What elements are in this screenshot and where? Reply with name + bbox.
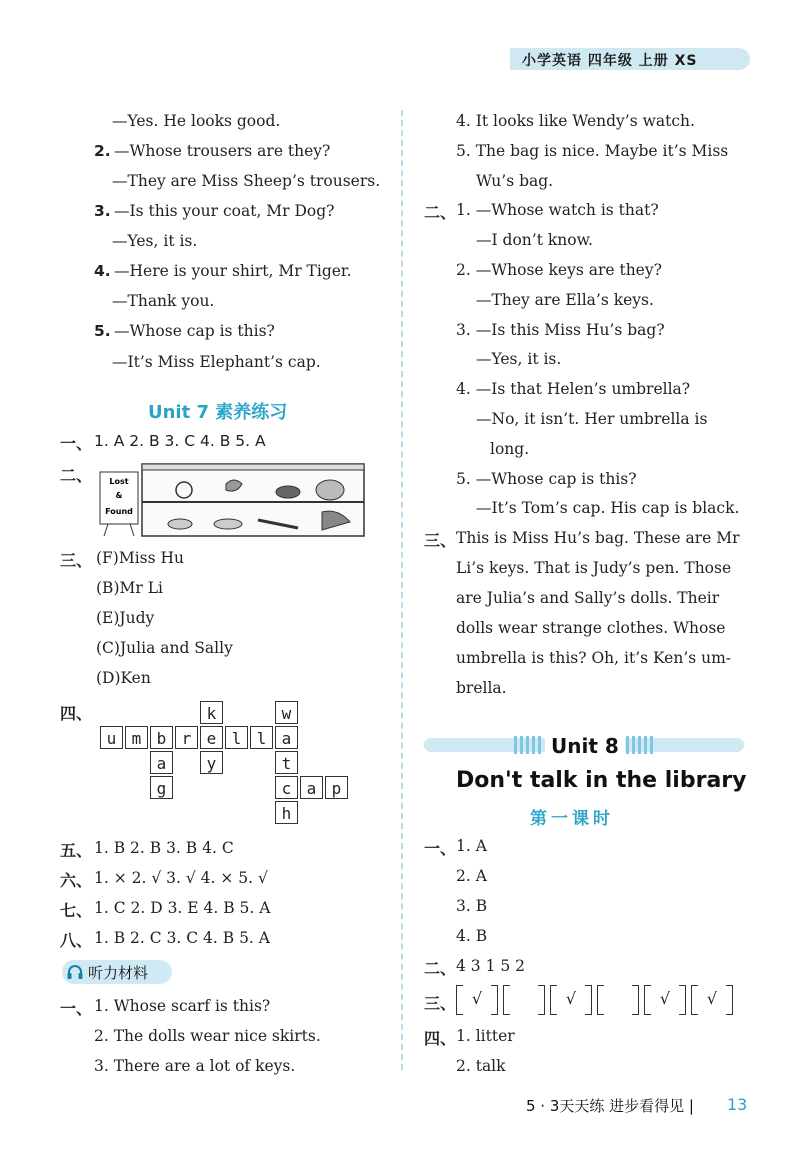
answer-line: —I don’t know. bbox=[476, 231, 593, 249]
answer-line: —Is this your coat, Mr Dog? bbox=[114, 202, 335, 220]
unit7-title: Unit 7 素养练习 bbox=[148, 402, 288, 423]
answer-line: —They are Ella’s keys. bbox=[476, 291, 654, 309]
item-number: 3. bbox=[94, 202, 111, 220]
answer-item: 2. talk bbox=[456, 1057, 506, 1075]
section-mark: 七、 bbox=[60, 901, 93, 920]
answer-line: 2. —Whose keys are they? bbox=[456, 261, 662, 279]
item-number: 4. bbox=[94, 262, 111, 280]
crossword-cell: w bbox=[275, 701, 298, 724]
headphones-icon bbox=[66, 964, 84, 980]
answer-line: —Thank you. bbox=[112, 292, 215, 310]
section-mark: 三、 bbox=[60, 551, 93, 570]
answer-line: —Yes. He looks good. bbox=[112, 112, 281, 130]
listening-item: 2. The dolls wear nice skirts. bbox=[94, 1027, 321, 1045]
listening-item: 1. Whose scarf is this? bbox=[94, 997, 271, 1015]
match-item: (C)Julia and Sally bbox=[96, 639, 233, 657]
answers-row: 1. A 2. B 3. C 4. B 5. A bbox=[94, 432, 266, 450]
crossword-cell: p bbox=[325, 776, 348, 799]
check-box bbox=[597, 985, 639, 1013]
answer-line: —They are Miss Sheep’s trousers. bbox=[112, 172, 381, 190]
answer-line: —Yes, it is. bbox=[476, 350, 562, 368]
crossword-cell: r bbox=[175, 726, 198, 749]
answer-line: —No, it isn’t. Her umbrella is bbox=[476, 410, 708, 428]
answers-row: 1. B 2. B 3. B 4. C bbox=[94, 839, 234, 857]
crossword-cell: h bbox=[275, 801, 298, 824]
page-number: 13 bbox=[727, 1095, 748, 1114]
answer-line: 1. —Whose watch is that? bbox=[456, 201, 659, 219]
crossword-cell: e bbox=[200, 726, 223, 749]
crossword-cell: l bbox=[225, 726, 248, 749]
answer-line: —It’s Tom’s cap. His cap is black. bbox=[476, 499, 740, 517]
passage-line: are Julia’s and Sally’s dolls. Their bbox=[456, 589, 720, 607]
answer-line: long. bbox=[490, 440, 530, 458]
answer-item: 1. litter bbox=[456, 1027, 515, 1045]
answer-line: —Whose trousers are they? bbox=[114, 142, 331, 160]
crossword-cell: y bbox=[200, 751, 223, 774]
answers-row: 1. B 2. C 3. C 4. B 5. A bbox=[94, 929, 270, 947]
section-mark: 三、 bbox=[424, 994, 457, 1013]
crossword-cell: a bbox=[300, 776, 323, 799]
crossword-cell: t bbox=[275, 751, 298, 774]
section-mark: 四、 bbox=[60, 704, 93, 723]
unit8-label: Unit 8 bbox=[545, 734, 625, 758]
answer-line: 3. —Is this Miss Hu’s bag? bbox=[456, 321, 665, 339]
answer-item: 4. B bbox=[456, 927, 488, 945]
unit8-title: Don't talk in the library bbox=[456, 768, 747, 793]
listening-item: 3. There are a lot of keys. bbox=[94, 1057, 296, 1075]
sign-text: & bbox=[115, 491, 123, 500]
passage-line: dolls wear strange clothes. Whose bbox=[456, 619, 726, 637]
section-mark: 六、 bbox=[60, 871, 93, 890]
column-divider bbox=[401, 110, 403, 1070]
crossword-cell: a bbox=[275, 726, 298, 749]
crossword-cell: u bbox=[100, 726, 123, 749]
match-item: (F)Miss Hu bbox=[96, 549, 185, 567]
sign-text: Lost bbox=[109, 477, 129, 486]
passage-line: brella. bbox=[456, 679, 507, 697]
section-mark: 一、 bbox=[60, 999, 93, 1018]
crossword-cell: m bbox=[125, 726, 148, 749]
answer-line: 5. —Whose cap is this? bbox=[456, 470, 637, 488]
crossword-cell: l bbox=[250, 726, 273, 749]
passage-line: umbrella is this? Oh, it’s Ken’s um- bbox=[456, 649, 732, 667]
crossword-cell: b bbox=[150, 726, 173, 749]
section-mark: 一、 bbox=[424, 839, 457, 858]
section-mark: 三、 bbox=[424, 531, 457, 550]
answer-line: —Whose cap is this? bbox=[114, 322, 275, 340]
section-mark: 二、 bbox=[424, 203, 457, 222]
crossword-cell: c bbox=[275, 776, 298, 799]
lost-and-found-shelf-image bbox=[98, 462, 366, 538]
answer-line: Wu’s bag. bbox=[476, 172, 554, 190]
item-number: 5. bbox=[94, 322, 111, 340]
lesson-subtitle: 第一课时 bbox=[530, 809, 614, 829]
passage-line: Li’s keys. That is Judy’s pen. Those bbox=[456, 559, 732, 577]
answer-item: 3. B bbox=[456, 897, 488, 915]
check-box: √ bbox=[550, 985, 592, 1013]
section-mark: 一、 bbox=[60, 434, 93, 453]
section-mark: 五、 bbox=[60, 841, 93, 860]
check-box: √ bbox=[644, 985, 686, 1013]
footer-text: 5 · 3天天练 进步看得见 | bbox=[526, 1097, 694, 1115]
crossword-cell: k bbox=[200, 701, 223, 724]
answer-line: 4. —Is that Helen’s umbrella? bbox=[456, 380, 691, 398]
order-answers: 4 3 1 5 2 bbox=[456, 957, 526, 975]
answer-line: 5. The bag is nice. Maybe it’s Miss bbox=[456, 142, 729, 160]
answers-row: 1. C 2. D 3. E 4. B 5. A bbox=[94, 899, 271, 917]
answer-item: 1. A bbox=[456, 837, 487, 855]
crossword-cell: a bbox=[150, 751, 173, 774]
match-item: (E)Judy bbox=[96, 609, 155, 627]
answer-line: —Here is your shirt, Mr Tiger. bbox=[114, 262, 352, 280]
sign-text: Found bbox=[105, 507, 133, 516]
section-mark: 八、 bbox=[60, 931, 93, 950]
answer-line: 4. It looks like Wendy’s watch. bbox=[456, 112, 695, 130]
header-text: 小学英语 四年级 上册 XS bbox=[522, 53, 698, 69]
answers-row: 1. × 2. √ 3. √ 4. × 5. √ bbox=[94, 869, 268, 887]
crossword-cell: g bbox=[150, 776, 173, 799]
listening-label: 听力材料 bbox=[88, 964, 149, 982]
match-item: (B)Mr Li bbox=[96, 579, 163, 597]
answer-line: —It’s Miss Elephant’s cap. bbox=[112, 353, 321, 371]
section-mark: 二、 bbox=[424, 959, 457, 978]
check-box: √ bbox=[691, 985, 733, 1013]
check-box: √ bbox=[456, 985, 498, 1013]
item-number: 2. bbox=[94, 142, 111, 160]
match-item: (D)Ken bbox=[96, 669, 151, 687]
check-box bbox=[503, 985, 545, 1013]
section-mark: 二、 bbox=[60, 466, 93, 485]
section-mark: 四、 bbox=[424, 1029, 457, 1048]
answer-line: —Yes, it is. bbox=[112, 232, 198, 250]
answer-item: 2. A bbox=[456, 867, 487, 885]
passage-line: This is Miss Hu’s bag. These are Mr bbox=[456, 529, 740, 547]
